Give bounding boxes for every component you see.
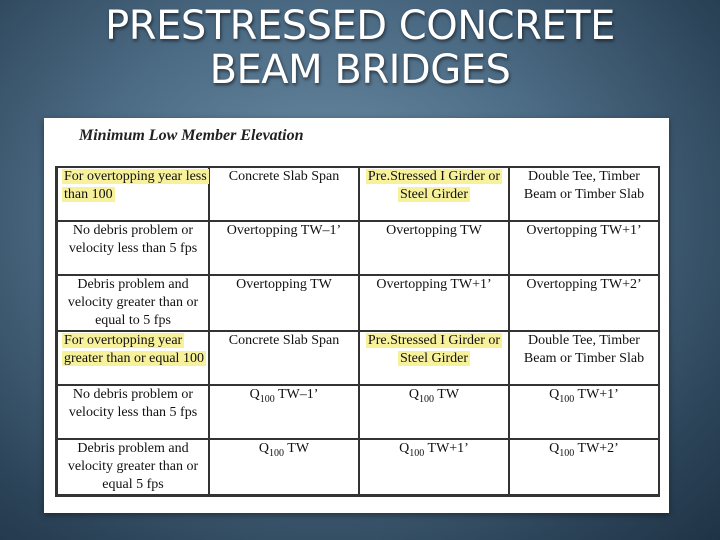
slide-title-line-2: BEAM BRIDGES [209,47,511,93]
document-heading: Minimum Low Member Elevation [79,127,304,144]
table-cell: $Q_{100}$ TW+2’ [509,439,659,496]
table-cell: Overtopping TW+1’ [509,221,659,275]
table-row [57,167,660,221]
table-cell: For overtopping year less than 100 [57,167,210,221]
table-cell: $Q_{100}$ TW [359,385,509,439]
table-cell: $Q_{100}$ TW+1’ [509,385,659,439]
table-row [57,439,660,496]
table-cell: Overtopping TW [209,275,359,331]
slide-title [0,4,720,92]
table-cell: Pre.Stressed I Girder or Steel Girder [359,331,509,385]
table-row [57,221,660,275]
table-cell: No debris problem or velocity less than 5 fps [57,385,210,439]
table-cell: Concrete Slab Span [209,331,359,385]
table-cell: Double Tee, Timber Beam or Timber Slab [509,167,659,221]
table-row [57,275,660,331]
document-image [44,118,669,513]
table-cell: Overtopping TW–1’ [209,221,359,275]
table-cell: Overtopping TW [359,221,509,275]
table-cell: Overtopping TW+1’ [359,275,509,331]
table-row [57,385,660,439]
table-row [57,331,660,385]
table-cell: $Q_{100}$ TW [209,439,359,496]
table-cell: Overtopping TW+2’ [509,275,659,331]
table-cell: Debris problem and velocity greater than or equal 5 fps [57,439,210,496]
table-cell: Pre.Stressed I Girder or Steel Girder [359,167,509,221]
table-cell: For overtopping year greater than or equal 100 [57,331,210,385]
elevation-table [55,166,660,497]
slide-title-line-1: PRESTRESSED CONCRETE [105,3,615,49]
table-cell: Debris problem and velocity greater than or equal to 5 fps [57,275,210,331]
table-cell: Double Tee, Timber Beam or Timber Slab [509,331,659,385]
table-cell: Concrete Slab Span [209,167,359,221]
table-cell: $Q_{100}$ TW+1’ [359,439,509,496]
table-cell: No debris problem or velocity less than 5 fps [57,221,210,275]
table-cell: $Q_{100}$ TW–1’ [209,385,359,439]
